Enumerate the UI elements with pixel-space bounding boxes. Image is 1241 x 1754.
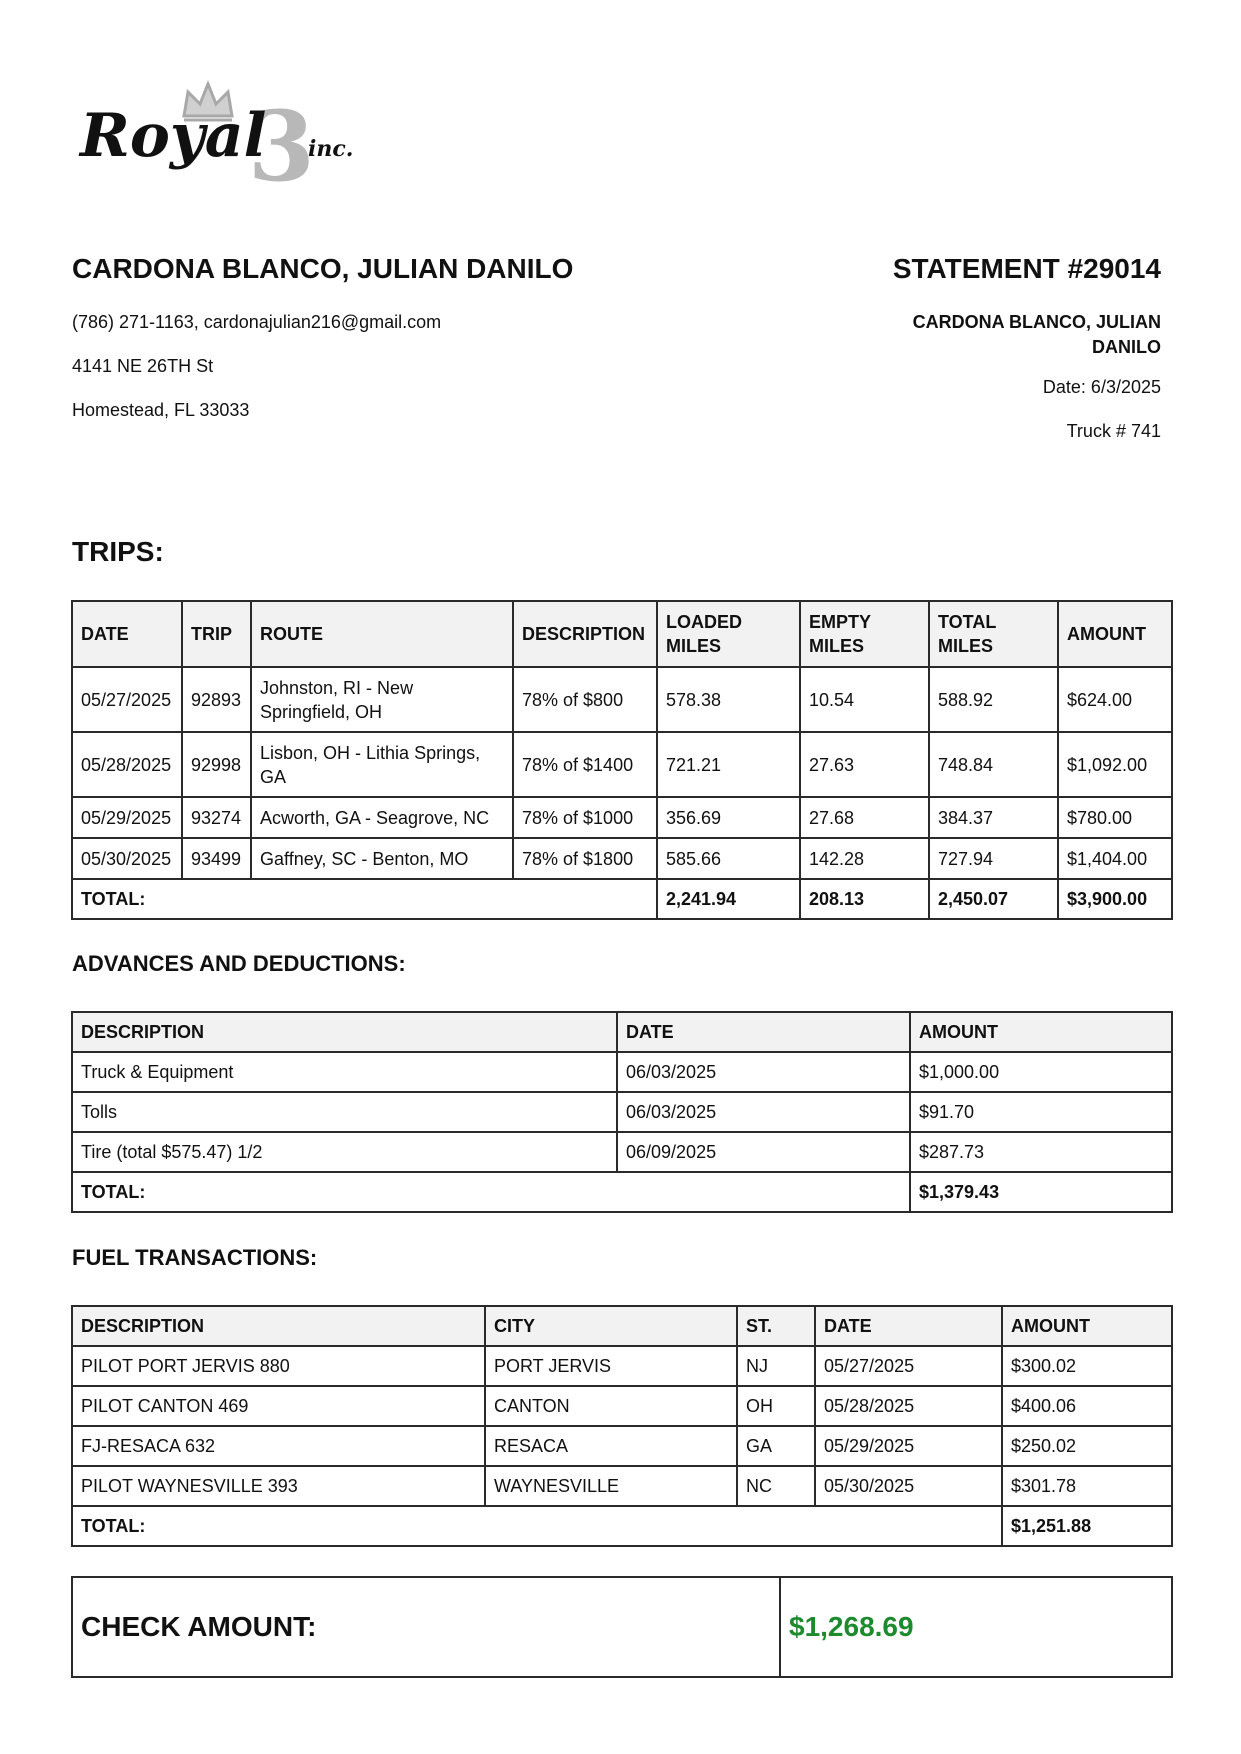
fuel-title: FUEL TRANSACTIONS: [72, 1245, 318, 1270]
trips-header-empty-miles: EMPTY MILES [800, 601, 929, 667]
advances-title: ADVANCES AND DEDUCTIONS: [72, 951, 406, 976]
table-row [72, 797, 1172, 838]
fuel-table [71, 1305, 1173, 1547]
fuel-header-city: CITY [485, 1306, 737, 1346]
logo-numeral: 3 [248, 90, 315, 194]
driver-info [72, 252, 712, 422]
advance-amount: $1,000.00 [910, 1052, 1172, 1092]
trips-total-miles: 2,450.07 [929, 879, 1058, 919]
trips-table [71, 600, 1173, 920]
statement-number: STATEMENT #29014 [892, 253, 1161, 284]
trip-description: 78% of $1800 [513, 838, 657, 879]
trip-date: 05/27/2025 [72, 667, 182, 732]
fuel-header-state: ST. [737, 1306, 815, 1346]
advances-total-label: TOTAL: [72, 1172, 910, 1212]
trips-total-amount: $3,900.00 [1058, 879, 1172, 919]
check-amount-value: $1,268.69 [780, 1577, 1172, 1677]
advances-header-date: DATE [617, 1012, 910, 1052]
trip-total-miles: 748.84 [929, 732, 1058, 797]
table-row [72, 732, 1172, 797]
advance-amount: $287.73 [910, 1132, 1172, 1172]
fuel-description: PILOT WAYNESVILLE 393 [72, 1466, 485, 1506]
table-row [72, 1092, 1172, 1132]
trip-empty-miles: 10.54 [800, 667, 929, 732]
table-row [72, 667, 1172, 732]
statement-info [701, 252, 1161, 443]
trip-description: 78% of $1400 [513, 732, 657, 797]
table-row [72, 1386, 1172, 1426]
advance-date: 06/09/2025 [617, 1132, 910, 1172]
advance-amount: $91.70 [910, 1092, 1172, 1132]
trip-empty-miles: 27.68 [800, 797, 929, 838]
trips-header-row [72, 601, 1172, 667]
trips-total-loaded-miles: 2,241.94 [657, 879, 800, 919]
advances-table [71, 1011, 1173, 1213]
trip-date: 05/28/2025 [72, 732, 182, 797]
advance-description: Truck & Equipment [72, 1052, 617, 1092]
trips-header-description: DESCRIPTION [513, 601, 657, 667]
statement-date: Date: 6/3/2025 [1042, 377, 1161, 397]
trip-description: 78% of $800 [513, 667, 657, 732]
fuel-total-row [72, 1506, 1172, 1546]
fuel-description: PILOT PORT JERVIS 880 [72, 1346, 485, 1386]
trip-number: 93274 [182, 797, 251, 838]
trips-header-total-miles: TOTAL MILES [929, 601, 1058, 667]
statement-truck: Truck # 741 [1066, 421, 1161, 441]
trips-header-loaded-miles: LOADED MILES [657, 601, 800, 667]
trip-empty-miles: 27.63 [800, 732, 929, 797]
trip-date: 05/30/2025 [72, 838, 182, 879]
trips-title: TRIPS: [72, 536, 164, 567]
table-row [72, 1346, 1172, 1386]
fuel-state: OH [737, 1386, 815, 1426]
trip-loaded-miles: 578.38 [657, 667, 800, 732]
fuel-city: RESACA [485, 1426, 737, 1466]
trips-total-row [72, 879, 1172, 919]
fuel-date: 05/29/2025 [815, 1426, 1002, 1466]
fuel-description: PILOT CANTON 469 [72, 1386, 485, 1426]
trips-total-empty-miles: 208.13 [800, 879, 929, 919]
trip-amount: $1,404.00 [1058, 838, 1172, 879]
fuel-header-description: DESCRIPTION [72, 1306, 485, 1346]
advance-description: Tolls [72, 1092, 617, 1132]
fuel-city: CANTON [485, 1386, 737, 1426]
trip-empty-miles: 142.28 [800, 838, 929, 879]
fuel-header-amount: AMOUNT [1002, 1306, 1172, 1346]
advances-header-amount: AMOUNT [910, 1012, 1172, 1052]
fuel-amount: $300.02 [1002, 1346, 1172, 1386]
logo-suffix: inc. [308, 136, 354, 162]
fuel-date: 05/28/2025 [815, 1386, 1002, 1426]
trip-amount: $780.00 [1058, 797, 1172, 838]
trips-header-route: ROUTE [251, 601, 513, 667]
statement-recipient [701, 310, 1161, 360]
statement-recipient-line1: CARDONA BLANCO, JULIAN [912, 312, 1161, 332]
fuel-amount: $301.78 [1002, 1466, 1172, 1506]
driver-address-line1: 4141 NE 26TH St [72, 356, 214, 376]
advances-header-row [72, 1012, 1172, 1052]
fuel-city: PORT JERVIS [485, 1346, 737, 1386]
fuel-amount: $400.06 [1002, 1386, 1172, 1426]
trip-number: 92893 [182, 667, 251, 732]
advances-header-description: DESCRIPTION [72, 1012, 617, 1052]
fuel-description: FJ-RESACA 632 [72, 1426, 485, 1466]
trip-amount: $1,092.00 [1058, 732, 1172, 797]
trip-number: 93499 [182, 838, 251, 879]
driver-contact: (786) 271-1163, cardonajulian216@gmail.com [72, 312, 442, 332]
logo-wordmark: Royal [80, 101, 267, 171]
check-amount-box [71, 1576, 1173, 1678]
trip-route: Johnston, RI - New Springfield, OH [251, 667, 513, 732]
trips-header-trip: TRIP [182, 601, 251, 667]
trip-number: 92998 [182, 732, 251, 797]
trips-header-date: DATE [72, 601, 182, 667]
trip-date: 05/29/2025 [72, 797, 182, 838]
driver-name: CARDONA BLANCO, JULIAN DANILO [72, 253, 574, 284]
fuel-city: WAYNESVILLE [485, 1466, 737, 1506]
advance-description: Tire (total $575.47) 1/2 [72, 1132, 617, 1172]
trip-total-miles: 727.94 [929, 838, 1058, 879]
advance-date: 06/03/2025 [617, 1052, 910, 1092]
fuel-date: 05/30/2025 [815, 1466, 1002, 1506]
fuel-header-row [72, 1306, 1172, 1346]
trip-total-miles: 588.92 [929, 667, 1058, 732]
check-amount-row [72, 1577, 1172, 1677]
fuel-total-amount: $1,251.88 [1002, 1506, 1172, 1546]
fuel-total-label: TOTAL: [72, 1506, 1002, 1546]
company-logo [76, 74, 396, 194]
fuel-date: 05/27/2025 [815, 1346, 1002, 1386]
statement-recipient-line2: DANILO [1092, 337, 1161, 357]
trip-route: Gaffney, SC - Benton, MO [251, 838, 513, 879]
trip-description: 78% of $1000 [513, 797, 657, 838]
table-row [72, 1426, 1172, 1466]
trip-loaded-miles: 356.69 [657, 797, 800, 838]
trips-total-label: TOTAL: [72, 879, 657, 919]
trip-loaded-miles: 585.66 [657, 838, 800, 879]
table-row [72, 1466, 1172, 1506]
driver-address-line2: Homestead, FL 33033 [72, 400, 250, 420]
trip-route: Lisbon, OH - Lithia Springs, GA [251, 732, 513, 797]
trip-total-miles: 384.37 [929, 797, 1058, 838]
advance-date: 06/03/2025 [617, 1092, 910, 1132]
trip-amount: $624.00 [1058, 667, 1172, 732]
fuel-state: NC [737, 1466, 815, 1506]
trips-header-amount: AMOUNT [1058, 601, 1172, 667]
fuel-amount: $250.02 [1002, 1426, 1172, 1466]
fuel-header-date: DATE [815, 1306, 1002, 1346]
trip-loaded-miles: 721.21 [657, 732, 800, 797]
advances-total-row [72, 1172, 1172, 1212]
table-row [72, 1052, 1172, 1092]
fuel-state: GA [737, 1426, 815, 1466]
fuel-state: NJ [737, 1346, 815, 1386]
check-amount-label: CHECK AMOUNT: [72, 1577, 780, 1677]
trip-route: Acworth, GA - Seagrove, NC [251, 797, 513, 838]
table-row [72, 838, 1172, 879]
advances-total-amount: $1,379.43 [910, 1172, 1172, 1212]
table-row [72, 1132, 1172, 1172]
